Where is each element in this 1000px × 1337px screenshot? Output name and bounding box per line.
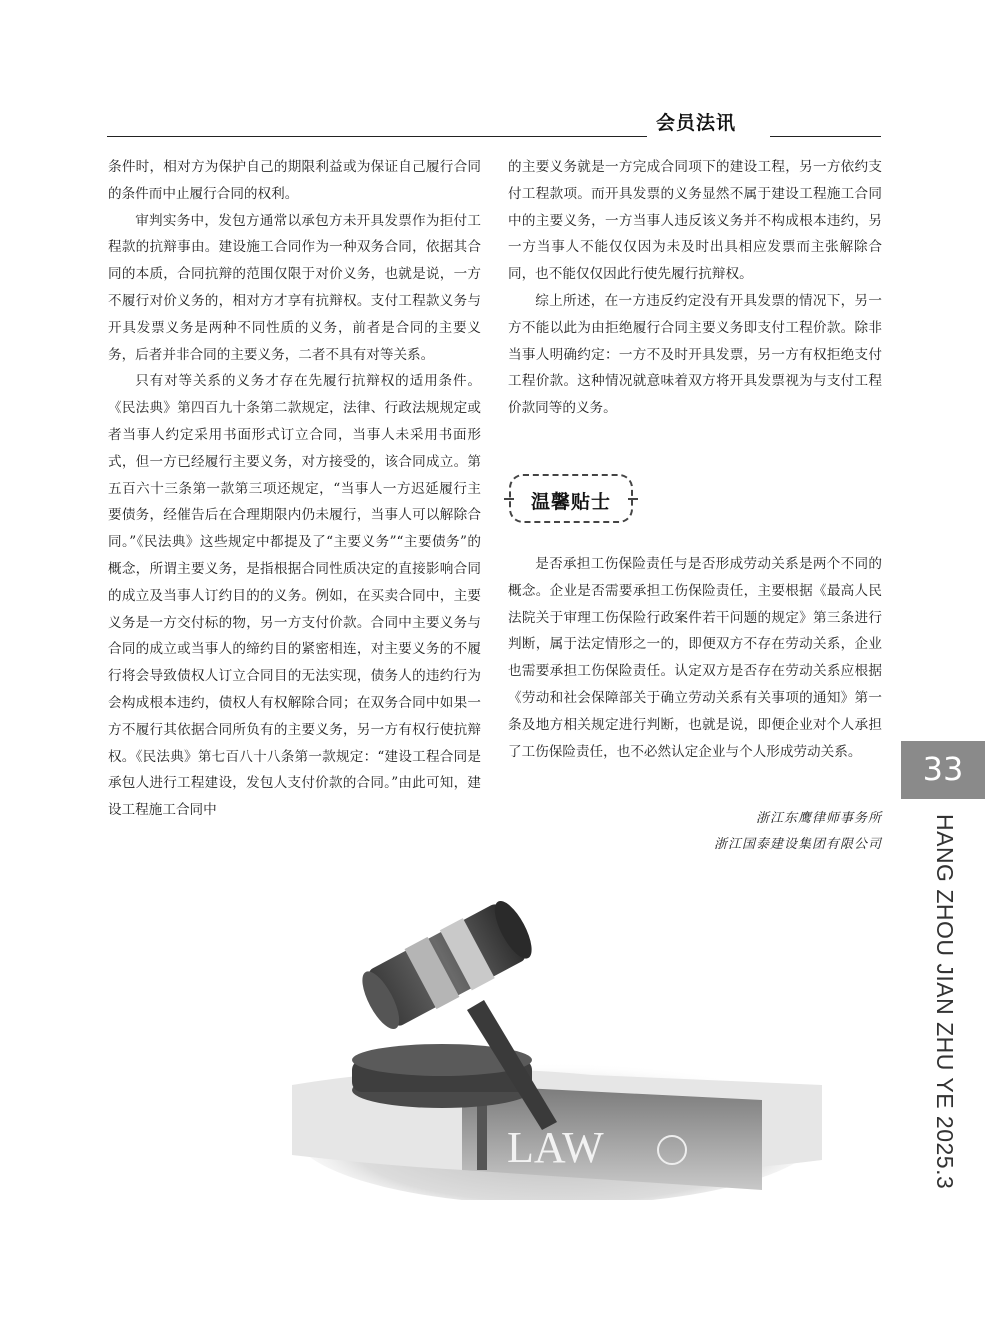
magazine-title: HANG ZHOU JIAN ZHU YE 2025.3 — [932, 814, 958, 1190]
paragraph: 审判实务中，发包方通常以承包方未开具发票作为拒付工程款的抗辩事由。建设施工合同作为一种双务合同，依据其合同的本质，合同抗辩的范围仅限于对价义务，也就是说，一方不履行对价义务的，相对方才享有抗辩权。支付工程款义务与开具发票义务是两种不同性质的义务，前者是合同的主要义务，后者并非合同的主要义务，二者不具有对等关系。 — [108, 212, 481, 363]
dash-mark-icon — [628, 494, 638, 504]
page-number: 33 — [922, 750, 964, 788]
paragraph: 条件时，相对方为保护自己的期限利益或为保证自己履行合同的条件而中止履行合同的权利。 — [108, 159, 481, 202]
header-rule-right — [770, 136, 881, 137]
author-line: 浙江国泰建设集团有限公司 — [713, 837, 882, 852]
right-column — [508, 154, 882, 422]
page-number-tab — [901, 741, 985, 799]
paragraph: 的主要义务就是一方完成合同项下的建设工程，另一方依约支付工程款项。而开具发票的义务显然不属于建设工程施工合同中的主要义务，一方当事人违反该义务并不构成根本违约，另一方当事人不能仅仅因为未及时出具相应发票而主张解除合同，也不能仅仅因此行使先履行抗辩权。 — [508, 159, 882, 283]
magazine-title-vertical — [920, 814, 966, 1190]
gavel-on-law-book-icon — [292, 900, 822, 1200]
tips-body — [508, 551, 882, 765]
tips-heading: 温馨贴士 — [530, 491, 611, 513]
left-column — [108, 154, 481, 824]
tips-heading-box — [509, 474, 633, 523]
author-line: 浙江东鹰律师事务所 — [755, 811, 882, 826]
section-title: 会员法讯 — [656, 112, 737, 134]
paragraph: 是否承担工伤保险责任与是否形成劳动关系是两个不同的概念。企业是否需要承担工伤保险责任，主要根据《最高人民法院关于审理工伤保险行政案件若干问题的规定》第三条进行判断，属于法定情形之一的，即便双方不存在劳动关系，企业也需要承担工伤保险责任。认定双方是否存在劳动关系应根据《劳动和社会保障部关于确立劳动关系有关事项的通知》第一条及地方相关规定进行判断，也就是说，即便企业对个人承担了工伤保险责任，也不必然认定企业与个人形成劳动关系。 — [508, 556, 882, 760]
paragraph: 只有对等关系的义务才存在先履行抗辩权的适用条件。《民法典》第四百九十条第二款规定，法律、行政法规规定或者当事人约定采用书面形式订立合同，当事人未采用书面形式，但一方已经履行主要义务，对方接受的，该合同成立。第五百六十三条第一款第三项还规定，“当事人一方迟延履行主要债务，经催告后在合理期限内仍未履行，当事人可以解除合同。”《民法典》这些规定中都提及了“主要义务”“主要债务”的概念，所谓主要义务，是指根据合同性质决定的直接影响合同的成立及当事人订约目的的义务。例如，在买卖合同中，主要义务是一方交付标的物，另一方支付价款。合同中主要义务与合同的成立或当事人的缔约目的紧密相连，对主要义务的不履行将会导致债权人订立合同目的无法实现，债务人的违约行为会构成根本违约，债权人有权解除合同；在双务合同中如果一方不履行其依据合同所负有的主要义务，另一方有权行使抗辩权。《民法典》第七百八十八条第一款规定：“建设工程合同是承包人进行工程建设，发包人支付价款的合同。”由此可知，建设工程施工合同中 — [108, 373, 481, 819]
book-label: LAW — [507, 1123, 604, 1172]
paragraph: 综上所述，在一方违反约定没有开具发票的情况下，另一方不能以此为由拒绝履行合同主要义务即支付工程价款。除非当事人明确约定：一方不及时开具发票，另一方有权拒绝支付工程价款。这种情况就意味着双方将开具发票视为与支付工程价款同等的义务。 — [508, 292, 882, 417]
header-rule-left — [107, 136, 647, 137]
